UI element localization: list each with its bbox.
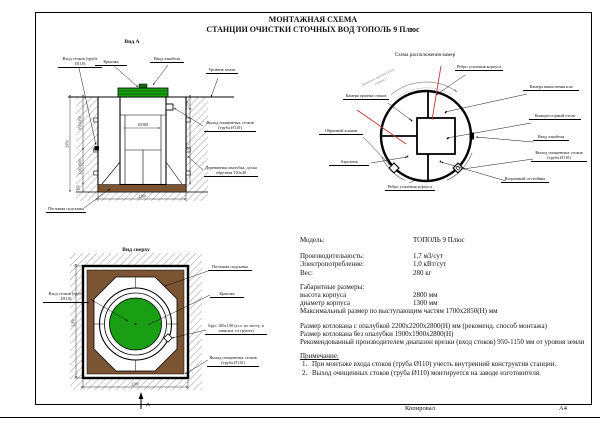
label-outlet: Выход очищенных стоков (труба Ø110) <box>207 355 259 367</box>
label-ground-level: Уровень земли <box>206 67 238 74</box>
view-a-title: Вид А <box>124 39 140 45</box>
spec-row <box>300 260 594 268</box>
label-secondary-settler: Вторичный отстойник <box>501 176 549 183</box>
chamber-scheme <box>295 50 595 235</box>
section-mark-text: А <box>146 402 150 408</box>
note-number: 2. <box>302 368 308 377</box>
label-outlet: Выход очищенных стоков (труба Ø110) <box>204 120 256 132</box>
spec-row <box>300 299 594 307</box>
pit-with-formwork-line: Размер котлована с опалубкой 2200х2200х2800(Н) мм (рекоменд. способ монтажа) <box>300 321 547 330</box>
label-rib-bottom: Ребро усиления корпуса <box>385 184 435 191</box>
dim-mid-range: 1300-1900 <box>78 159 83 175</box>
view-top-title: Вид сверху <box>122 247 150 253</box>
dim-bedding: 150 <box>76 185 81 191</box>
label-outlet: Выход очищенных стоков (труба Ø110) <box>531 150 587 162</box>
model-value: ТОПОЛЬ 9 Плюс <box>413 236 465 244</box>
label-compressor: Компрессорный отсек <box>529 113 581 120</box>
label-lid: Крышка <box>210 291 244 298</box>
model-label: Модель: <box>300 236 325 244</box>
dim-inlet-range: 950-1150 <box>78 116 83 130</box>
diameter-dim-text: Ø1300 <box>137 123 149 127</box>
dim-pit-width: 2200 <box>138 194 146 199</box>
scheme-title: Схема расположения камер <box>394 52 456 58</box>
power-label: Электропотребление: <box>300 260 365 269</box>
compressor-box <box>417 118 455 154</box>
cut-in-range-line: Рекомендованный производителем диапазон врезки (вход стоков) 950-1150 мм от уровня земли <box>300 338 585 347</box>
sand-bedding <box>98 185 186 193</box>
dim-outlet-depth: 550 <box>185 100 190 107</box>
chamber-scheme-drawing <box>295 50 595 235</box>
label-sand-bedding: Песчаная подсыпка <box>46 206 86 213</box>
height-label: высота корпуса <box>300 291 347 300</box>
diameter-label: диаметр корпуса <box>300 299 350 308</box>
note-item <box>300 369 594 377</box>
page-title-line1: МОНТАЖНАЯ СХЕМА <box>268 15 358 24</box>
weight-label: Вес: <box>300 268 314 277</box>
label-cable: Ввод элкабеля <box>150 56 184 63</box>
label-inlet: Вход стоков (труба Ø110) <box>43 291 89 303</box>
label-cable-entry: Ввод элкабеля <box>533 134 569 141</box>
label-beam: Брус 100х100 (усл. по месту, в зависим. от грунта) <box>205 323 267 335</box>
page-title-line2: СТАНЦИИ ОЧИСТКИ СТОЧНЫХ ВОД ТОПОЛЬ 9 Плюс <box>206 25 420 34</box>
weight-value: 280 кг <box>413 268 432 277</box>
label-aerotank: Аэротенк <box>329 159 369 166</box>
footer-copied: Копировал <box>405 405 435 412</box>
spec-block <box>300 236 594 377</box>
dim-lower-right: 1570 <box>185 143 190 151</box>
notes-header: Примечание: <box>300 352 339 361</box>
label-rib-top: Ребро усиления корпуса <box>456 64 502 69</box>
footer-divider <box>0 417 600 418</box>
footer-format: А4 <box>559 405 567 412</box>
pit-without-formwork-line: Размер котлована без опалубки 1900х1900х2800(Н) <box>300 329 454 338</box>
dim-side: 2200 <box>71 319 76 327</box>
height-value: 2800 мм <box>413 291 438 300</box>
outlet-pipe-marker <box>166 104 173 110</box>
label-lid: Крышка <box>95 59 127 66</box>
label-sand: Песчаная подсыпка <box>208 264 252 271</box>
spec-row <box>300 291 594 299</box>
note-text: Выход очищенных стоков (труба Ø110) монтируется на заводе изготовителя. <box>312 368 541 377</box>
view-top <box>38 241 270 419</box>
label-formwork: Деревянная опалубка, доска обрезная 150х40 <box>205 165 257 176</box>
inlet-pipe-marker <box>95 146 100 151</box>
note-text: При монтаже входа стоков (труба Ø110) учесть внутренний конструктив станции. <box>312 360 557 369</box>
diameter-value: 1300 мм <box>413 299 438 308</box>
capacity-label: Производительность: <box>300 252 365 261</box>
section-arrow <box>139 392 150 409</box>
label-check-valve: Обратный клапан <box>319 128 363 135</box>
dim-width: 2200 <box>131 382 139 387</box>
spec-model-row <box>300 236 594 244</box>
note-item <box>300 360 594 368</box>
power-value: 1,0 кВт/сут <box>413 260 447 269</box>
lid-knob <box>139 84 147 88</box>
label-inlet: Вход стоков (труба Ø110) <box>58 56 102 68</box>
note-number: 1. <box>302 360 308 369</box>
view-a-section <box>38 38 263 238</box>
tank-lid <box>118 84 168 97</box>
dim-total-height: 2950 <box>65 140 70 148</box>
label-receiving-chamber: Камера приема стоков <box>343 93 389 100</box>
spec-row <box>300 252 594 260</box>
capacity-value: 1,7 м3/сут <box>413 252 443 261</box>
label-sludge-chamber: Камера накопления ила <box>523 84 579 91</box>
spec-row <box>300 269 594 277</box>
max-size-line: Максимальный размер по выступающим частям 1700х2850(Н) мм <box>300 307 498 316</box>
label-cut-in-range: Диапазон врезки (вход стоков) <box>360 67 396 88</box>
dims-header: Габаритные размеры: <box>300 282 365 291</box>
